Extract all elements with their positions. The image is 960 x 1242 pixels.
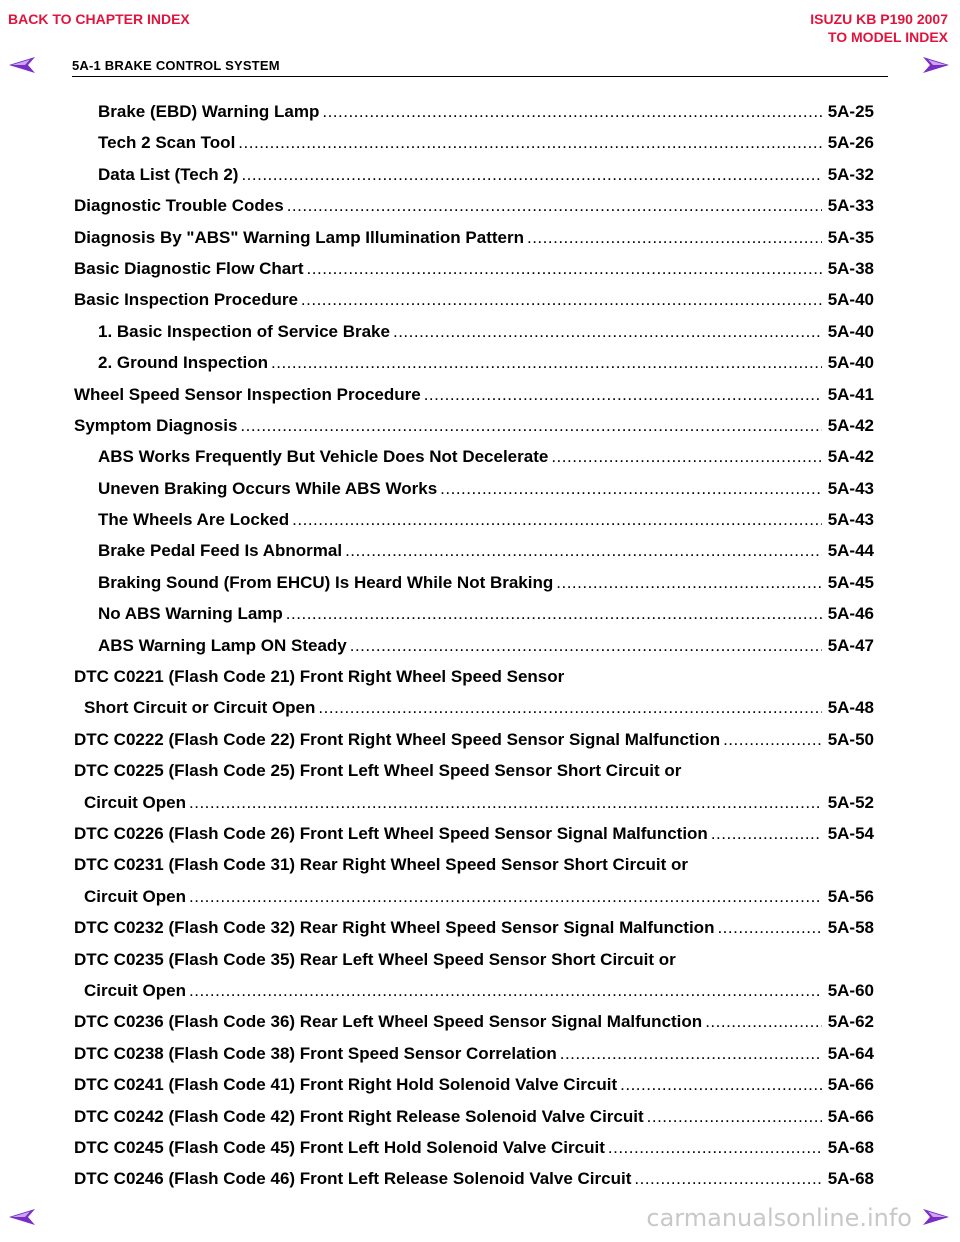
toc-leader-dots: [424, 385, 822, 405]
next-page-arrow-icon-bottom[interactable]: [922, 1208, 950, 1226]
toc-entry-page: 5A-38: [827, 258, 874, 278]
toc-entry-title: 2. Ground Inspection: [98, 353, 269, 373]
next-page-arrow-icon[interactable]: [922, 56, 950, 74]
toc-entry-title: Circuit Open: [84, 792, 187, 812]
toc-entry-title: ABS Warning Lamp ON Steady: [98, 635, 347, 655]
toc-entry-page: 5A-50: [827, 729, 874, 749]
toc-entry[interactable]: [74, 887, 874, 918]
toc-entry[interactable]: [74, 981, 874, 1012]
toc-entry-title: DTC C0236 (Flash Code 36) Rear Left Wheel Speed Sensor Signal Malfunction: [74, 1012, 703, 1032]
toc-entry-title: Basic Diagnostic Flow Chart: [74, 258, 304, 278]
toc-entry-page: 5A-54: [827, 823, 874, 843]
toc-entry-title: DTC C0226 (Flash Code 26) Front Left Wheel Speed Sensor Signal Malfunction: [74, 823, 708, 843]
toc-entry-title: DTC C0221 (Flash Code 21) Front Right Wheel Speed Sensor: [74, 667, 565, 687]
toc-entry-title: Braking Sound (From EHCU) Is Heard While Not Braking: [98, 572, 554, 592]
toc-leader-dots: [711, 824, 822, 844]
toc-entry[interactable]: [74, 950, 874, 981]
toc-entry-title: Diagnostic Trouble Codes: [74, 196, 284, 216]
toc-entry[interactable]: [74, 259, 874, 290]
toc-leader-dots: [647, 1107, 822, 1127]
toc-entry-page: 5A-45: [827, 572, 874, 592]
toc-entry-title: DTC C0225 (Flash Code 25) Front Left Wheel Speed Sensor Short Circuit or: [74, 761, 682, 781]
toc-leader-dots: [620, 1075, 822, 1095]
toc-leader-dots: [717, 918, 821, 938]
toc-entry-page: 5A-43: [827, 510, 874, 530]
model-title-link[interactable]: ISUZU KB P190 2007: [810, 11, 948, 27]
watermark: carmanualsonline.info: [646, 1204, 912, 1232]
toc-entry-page: 5A-43: [827, 478, 874, 498]
toc-leader-dots: [286, 604, 822, 624]
toc-entry[interactable]: [74, 510, 874, 541]
toc-entry[interactable]: [74, 761, 874, 792]
running-head: 5A-1 BRAKE CONTROL SYSTEM: [72, 58, 280, 73]
toc-entry-page: 5A-60: [827, 980, 874, 1000]
previous-page-arrow-icon[interactable]: [8, 56, 36, 74]
toc-leader-dots: [240, 416, 821, 436]
toc-entry-title: Circuit Open: [84, 980, 187, 1000]
header-rule: [72, 76, 888, 77]
toc-leader-dots: [634, 1169, 821, 1189]
toc-entry-title: No ABS Warning Lamp: [98, 604, 283, 624]
toc-entry[interactable]: [74, 165, 874, 196]
toc-entry-page: 5A-58: [827, 918, 874, 938]
toc-leader-dots: [322, 102, 821, 122]
to-model-index-link[interactable]: TO MODEL INDEX: [827, 29, 948, 45]
toc-entry-title: DTC C0232 (Flash Code 32) Rear Right Wheel Speed Sensor Signal Malfunction: [74, 918, 715, 938]
toc-entry[interactable]: [74, 1012, 874, 1043]
toc-leader-dots: [189, 793, 822, 813]
toc-entry[interactable]: [74, 636, 874, 667]
toc-leader-dots: [189, 887, 822, 907]
toc-entry-title: Basic Inspection Procedure: [74, 290, 298, 310]
toc-entry[interactable]: [74, 1138, 874, 1169]
toc-entry-title: Symptom Diagnosis: [74, 415, 238, 435]
toc-leader-dots: [560, 1044, 822, 1064]
toc-entry-title: ABS Works Frequently But Vehicle Does Not Decelerate: [98, 447, 549, 467]
toc-entry[interactable]: [74, 793, 874, 824]
toc-entry-page: 5A-47: [827, 635, 874, 655]
toc-entry-title: Uneven Braking Occurs While ABS Works: [98, 478, 438, 498]
toc-entry[interactable]: [74, 604, 874, 635]
toc-entry[interactable]: [74, 102, 874, 133]
toc-entry[interactable]: [74, 855, 874, 886]
toc-entry-title: Tech 2 Scan Tool: [98, 133, 236, 153]
toc-leader-dots: [705, 1012, 822, 1032]
toc-entry[interactable]: [74, 385, 874, 416]
toc-entry-title: Data List (Tech 2): [98, 164, 239, 184]
toc-entry-title: DTC C0246 (Flash Code 46) Front Left Release Solenoid Valve Circuit: [74, 1169, 632, 1189]
toc-entry-page: 5A-56: [827, 886, 874, 906]
toc-entry-page: 5A-35: [827, 227, 874, 247]
toc-entry[interactable]: [74, 1107, 874, 1138]
toc-entry-page: 5A-42: [827, 447, 874, 467]
toc-entry[interactable]: [74, 573, 874, 604]
toc-entry-page: 5A-64: [827, 1043, 874, 1063]
toc-entry-page: 5A-40: [827, 321, 874, 341]
toc-entry-page: 5A-40: [827, 290, 874, 310]
toc-entry-page: 5A-26: [827, 133, 874, 153]
toc-entry[interactable]: [74, 447, 874, 478]
toc-entry[interactable]: [74, 1044, 874, 1075]
toc-leader-dots: [241, 165, 821, 185]
toc-entry[interactable]: [74, 290, 874, 321]
toc-entry-title: DTC C0235 (Flash Code 35) Rear Left Wheel Speed Sensor Short Circuit or: [74, 949, 676, 969]
toc-entry-page: 5A-40: [827, 353, 874, 373]
toc-leader-dots: [551, 447, 821, 467]
toc-entry-page: 5A-32: [827, 164, 874, 184]
toc-entry-title: DTC C0231 (Flash Code 31) Rear Right Wheel Speed Sensor Short Circuit or: [74, 855, 689, 875]
table-of-contents: [74, 102, 874, 1201]
toc-leader-dots: [723, 730, 822, 750]
toc-entry[interactable]: [74, 541, 874, 572]
toc-leader-dots: [556, 573, 821, 593]
toc-entry-title: DTC C0245 (Flash Code 45) Front Left Hold Solenoid Valve Circuit: [74, 1137, 605, 1157]
toc-entry-page: 5A-52: [827, 792, 874, 812]
toc-entry-page: 5A-42: [827, 415, 874, 435]
toc-entry-page: 5A-41: [827, 384, 874, 404]
toc-entry-title: DTC C0242 (Flash Code 42) Front Right Release Solenoid Valve Circuit: [74, 1106, 644, 1126]
toc-leader-dots: [608, 1138, 822, 1158]
toc-entry-title: Wheel Speed Sensor Inspection Procedure: [74, 384, 421, 404]
toc-entry-title: 1. Basic Inspection of Service Brake: [98, 321, 390, 341]
toc-entry[interactable]: [74, 196, 874, 227]
toc-entry[interactable]: [74, 479, 874, 510]
previous-page-arrow-icon-bottom[interactable]: [8, 1208, 36, 1226]
toc-entry[interactable]: [74, 416, 874, 447]
toc-entry-page: 5A-68: [827, 1169, 874, 1189]
toc-entry[interactable]: [74, 322, 874, 353]
toc-leader-dots: [292, 510, 822, 530]
toc-entry-page: 5A-48: [827, 698, 874, 718]
back-to-chapter-index-link[interactable]: BACK TO CHAPTER INDEX: [8, 11, 190, 27]
toc-leader-dots: [440, 479, 822, 499]
toc-entry[interactable]: [74, 1169, 874, 1200]
toc-entry-page: 5A-66: [827, 1075, 874, 1095]
toc-entry[interactable]: [74, 918, 874, 949]
toc-leader-dots: [189, 981, 822, 1001]
toc-entry-title: Brake Pedal Feed Is Abnormal: [98, 541, 343, 561]
toc-leader-dots: [307, 259, 822, 279]
toc-leader-dots: [393, 322, 822, 342]
toc-leader-dots: [350, 636, 822, 656]
toc-entry-page: 5A-25: [827, 102, 874, 121]
toc-entry[interactable]: [74, 133, 874, 164]
toc-entry-page: 5A-62: [827, 1012, 874, 1032]
toc-entry-title: Circuit Open: [84, 886, 187, 906]
toc-entry-title: Short Circuit or Circuit Open: [84, 698, 316, 718]
toc-leader-dots: [318, 698, 821, 718]
toc-entry[interactable]: [74, 824, 874, 855]
toc-leader-dots: [238, 133, 821, 153]
toc-entry[interactable]: [74, 228, 874, 259]
toc-entry-title: DTC C0222 (Flash Code 22) Front Right Wheel Speed Sensor Signal Malfunction: [74, 729, 721, 749]
toc-entry-page: 5A-44: [827, 541, 874, 561]
toc-leader-dots: [527, 228, 822, 248]
toc-leader-dots: [301, 290, 822, 310]
toc-entry-page: 5A-46: [827, 604, 874, 624]
toc-leader-dots: [345, 541, 822, 561]
toc-entry-title: Diagnosis By "ABS" Warning Lamp Illumination Pattern: [74, 227, 524, 247]
toc-entry[interactable]: [74, 698, 874, 729]
toc-entry-title: DTC C0238 (Flash Code 38) Front Speed Sensor Correlation: [74, 1043, 557, 1063]
toc-entry-page: 5A-68: [827, 1137, 874, 1157]
toc-entry[interactable]: [74, 1075, 874, 1106]
toc-entry-title: DTC C0241 (Flash Code 41) Front Right Hold Solenoid Valve Circuit: [74, 1075, 618, 1095]
toc-entry-title: Brake (EBD) Warning Lamp: [98, 102, 320, 121]
toc-entry[interactable]: [74, 730, 874, 761]
toc-entry[interactable]: [74, 353, 874, 384]
toc-entry-page: 5A-66: [827, 1106, 874, 1126]
toc-leader-dots: [271, 353, 822, 373]
toc-entry[interactable]: [74, 667, 874, 698]
toc-entry-page: 5A-33: [827, 196, 874, 216]
toc-entry-title: The Wheels Are Locked: [98, 510, 290, 530]
toc-leader-dots: [287, 196, 822, 216]
